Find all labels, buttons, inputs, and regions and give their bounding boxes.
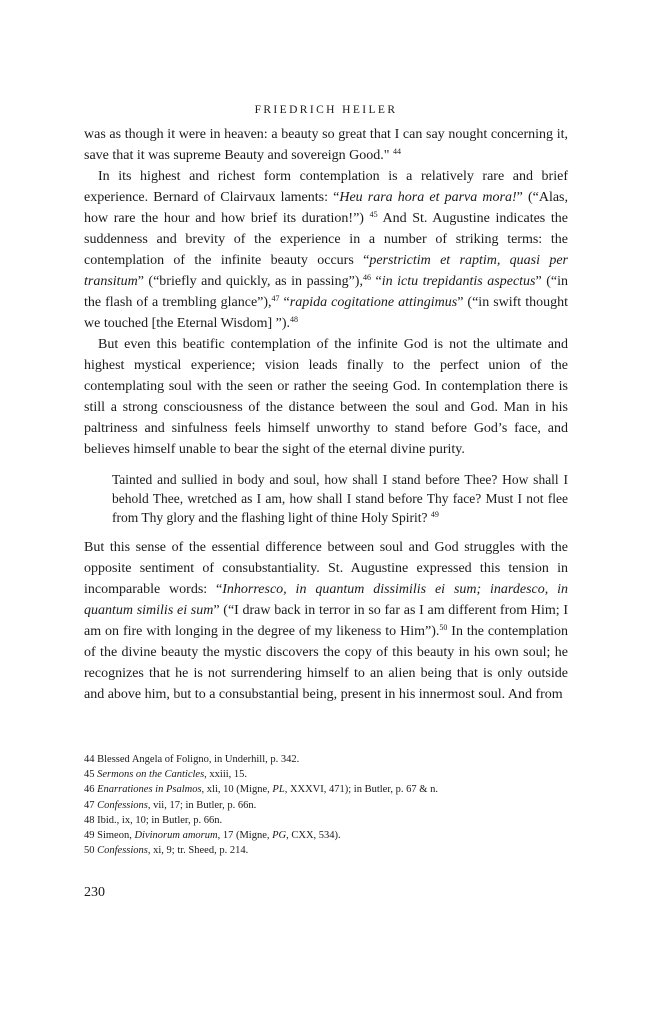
footnote-ref: 50 [439,623,448,632]
footnote-ref: 45 [369,210,378,219]
italic-run: Inhorresco, in quantum dissimilis ei sum; inardesco, in quantum similis ei sum [84,582,568,618]
italic-run: Divinorum amorum [134,830,218,842]
footnote-ref: 48 [290,315,298,324]
italic-run: perstrictim et raptim, quasi per transitum [84,253,568,289]
footnotes [84,752,568,858]
text-run: In its highest and richest form contemplation is a relatively rare and brief experience. Bernard of Clairvaux laments: “ [84,169,568,205]
footnote-ref: 44 [392,147,401,156]
italic-run: Confessions [97,845,148,857]
footnote [84,843,568,858]
running-head: FRIEDRICH HEILER [254,104,398,116]
text-run: 49 Simeon, [84,830,135,842]
italic-run: PL [272,784,285,796]
text-run: , vii, 17; in Butler, p. 66n. [147,799,257,811]
text-run: , CXX, 534). [286,830,341,842]
text-run: 44 Blessed Angela of Foligno, in Underhill, p. 342. [84,754,300,765]
text-run: , xxiii, 15. [204,769,248,781]
paragraph [84,537,568,705]
text-run: , xli, 10 (Migne, [201,784,273,796]
text-run: 45 [84,769,98,781]
text-run: But this sense of the essential difference between soul and God struggles with the opposite sentiment of consubstantiality. St. Augustine expressed this tension in incomparable words: “ [84,540,568,597]
footnote-ref: 49 [430,510,439,519]
italic-run: Confessions [97,799,148,811]
italic-run: in ictu trepidantis aspectus [381,274,536,289]
footnote [84,752,568,767]
text-run: 50 [84,845,98,857]
text-run: ” (“in the flash of a trembling glance”), [84,274,568,310]
italic-run: PG [272,830,287,842]
footnote [84,798,568,813]
text-run: ” (“I draw back in terror in so far as I am different from Him; I am on fire with longing in the degree of my likeness to Him”). [84,603,569,639]
text-run: ” (“in swift thought we touched [the Eternal Wisdom] ”). [84,295,568,331]
page-number: 230 [84,885,105,900]
block-quote [112,470,568,527]
italic-run: Sermons on the Canticles [97,769,205,781]
footnote-ref: 47 [271,294,280,303]
text-run: , xi, 9; tr. Sheed, p. 214. [147,845,249,857]
footnote [84,813,568,828]
paragraph [84,166,568,334]
italic-run: rapida cogitatione attingimus [289,295,458,310]
body-text [84,124,568,705]
footnote [84,782,568,797]
italic-run: Enarrationes in Psalmos [97,784,202,796]
text-run: 46 [84,784,98,796]
text-run: ” (“briefly and quickly, as in passing”), [137,274,363,289]
text-run: was as though it were in heaven: a beauty so great that I can say nought concerning it, save that it was supreme Beauty and sovereign Good." [84,127,568,163]
text-run: “ [279,295,290,310]
footnote-ref: 46 [362,273,371,282]
text-run: Tainted and sullied in body and soul, how shall I stand before Thee? How shall I behold Thee, wretched as I am, how shall I stand before Thy face? Must I not flee from Thy glory and the flashing light of thine Holy Spirit? [112,472,568,525]
footnote [84,767,568,782]
paragraph [84,124,568,166]
paragraph [84,334,568,460]
footnote [84,828,568,843]
text-run: ” (“Alas, how rare the hour and how brief its duration!”) [84,190,568,226]
text-run: 47 [84,799,98,811]
text-run: “ [370,274,382,289]
text-run: 48 Ibid., ix, 10; in Butler, p. 66n. [84,814,223,826]
italic-run: Heu rara hora et parva mora! [339,190,517,205]
text-run: , 17 (Migne, [217,830,273,842]
text-run: In the contemplation of the divine beauty the mystic discovers the copy of this beauty in his own soul; he recognizes that he is not surrendering himself to an alien being that is only outside and above him, but to a consubstantial being, present in his innermost soul. And from [84,624,568,702]
text-run: , XXXVI, 471); in Butler, p. 67 & n. [284,784,438,796]
text-run: But even this beatific contemplation of the infinite God is not the ultimate and highest mystical experience; vision leads finally to the perfect union of the contemplating soul with the seen or rather the seeing God. In contemplation there is still a strong consciousness of the distance between the soul and God. Man in his paltriness and sinfulness feels himself unworthy to stand before God’s face, and believes himself unable to bear the sight of the eternal divine purity. [84,337,568,457]
text-run: And St. Augustine indicates the suddenness and brevity of the experience in a number of striking terms: the contemplation of the infinite beauty occurs “ [84,211,568,268]
